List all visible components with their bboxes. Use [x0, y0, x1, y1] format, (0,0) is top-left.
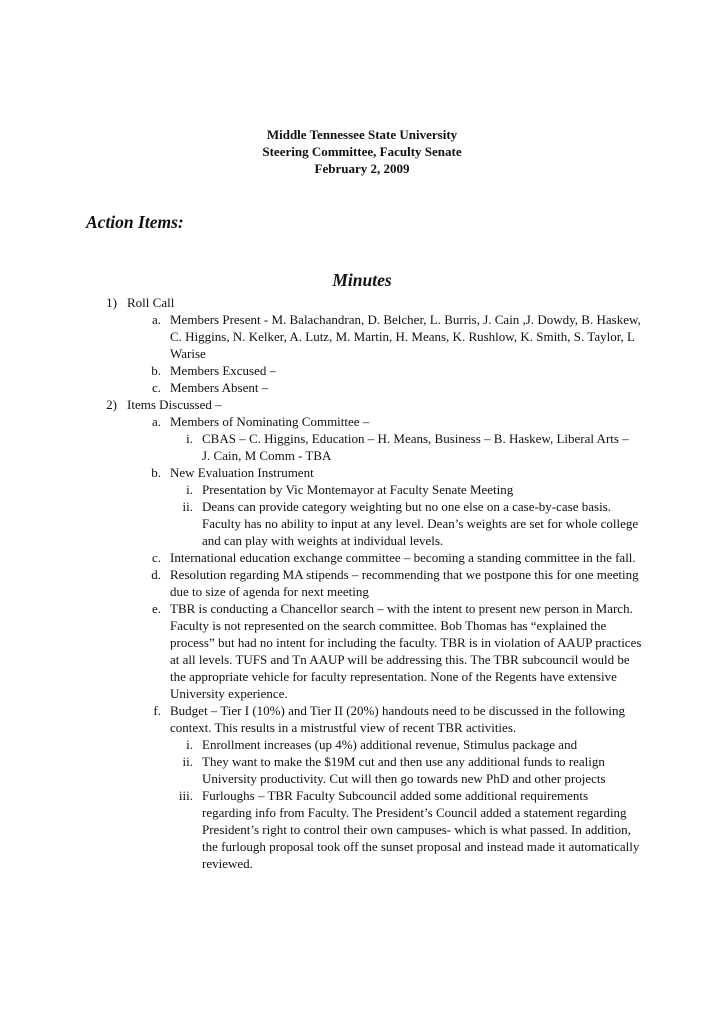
- list-item: [0, 362, 724, 379]
- list-item: [0, 753, 724, 787]
- item-marker: ii.: [182, 499, 193, 514]
- list-item: [0, 600, 724, 702]
- document-header: [0, 126, 724, 177]
- item-text: New Evaluation Instrument: [170, 465, 314, 480]
- item-marker: f.: [153, 703, 161, 718]
- list-item: [0, 379, 724, 396]
- list-item: [0, 413, 724, 430]
- item-text: Members Excused –: [170, 363, 277, 378]
- committee-name: Steering Committee, Faculty Senate: [262, 144, 462, 159]
- item-text: Roll Call: [127, 295, 175, 310]
- item-text: Members Absent –: [170, 380, 269, 395]
- list-item: [0, 498, 724, 549]
- action-items-heading: Action Items:: [86, 212, 184, 232]
- item-marker: e.: [151, 601, 161, 616]
- list-item: [0, 464, 724, 481]
- item-marker: b.: [151, 363, 161, 378]
- item-text: They want to make the $19M cut and then use any additional funds to realign University productivity. Cut will then go towards new PhD and other projects: [202, 754, 606, 786]
- list-item: [0, 736, 724, 753]
- list-item: [0, 549, 724, 566]
- item-marker: 2): [106, 397, 117, 412]
- item-marker: i.: [186, 431, 193, 446]
- item-marker: a.: [151, 414, 161, 429]
- list-item: [0, 702, 724, 736]
- item-marker: a.: [151, 312, 161, 327]
- item-text: Budget – Tier I (10%) and Tier II (20%) handouts need to be discussed in the following context. This results in a mistrustful view of recent TBR activities.: [170, 703, 625, 735]
- minutes-heading: Minutes: [332, 270, 392, 290]
- list-item: [0, 787, 724, 872]
- item-marker: i.: [186, 482, 193, 497]
- list-item: [0, 566, 724, 600]
- item-text: Resolution regarding MA stipends – recommending that we postpone this for one meeting due to size of agenda for next meeting: [170, 567, 639, 599]
- meeting-date: February 2, 2009: [314, 161, 410, 176]
- list-item: [0, 311, 724, 362]
- item-marker: iii.: [178, 788, 193, 803]
- list-item: [0, 396, 724, 413]
- item-marker: 1): [106, 295, 117, 310]
- list-item: [0, 294, 724, 311]
- item-marker: ii.: [182, 754, 193, 769]
- item-text: CBAS – C. Higgins, Education – H. Means, Business – B. Haskew, Liberal Arts – J. Cain, M Comm - TBA: [202, 431, 629, 463]
- item-text: Presentation by Vic Montemayor at Faculty Senate Meeting: [202, 482, 514, 497]
- item-text: Members Present - M. Balachandran, D. Belcher, L. Burris, J. Cain ,J. Dowdy, B. Haskew, C. Higgins, N. Kelker, A. Lutz, M. Martin, H. Means, K. Rushlow, K. Smith, S. Taylor, L Warise: [170, 312, 641, 361]
- university-name: Middle Tennessee State University: [266, 127, 458, 142]
- list-item: [0, 430, 724, 464]
- minutes-list: [0, 294, 724, 872]
- item-marker: d.: [151, 567, 161, 582]
- item-text: Furloughs – TBR Faculty Subcouncil added some additional requirements regarding info from Faculty. The President’s Council added a statement regarding President’s right to control their own campuses- which is what passed. In addition, the furlough proposal took off the sunset proposal and instead made it automatically reviewed.: [202, 788, 640, 871]
- item-text: Deans can provide category weighting but no one else on a case-by-case basis. Faculty has no ability to input at any level. Dean’s weights are set for whole college and can play with weights at individual levels.: [202, 499, 639, 548]
- item-text: Enrollment increases (up 4%) additional revenue, Stimulus package and: [202, 737, 578, 752]
- item-text: Items Discussed –: [127, 397, 222, 412]
- item-marker: b.: [151, 465, 161, 480]
- item-marker: c.: [151, 380, 161, 395]
- item-marker: i.: [186, 737, 193, 752]
- item-text: Members of Nominating Committee –: [170, 414, 370, 429]
- item-text: International education exchange committee – becoming a standing committee in the fall.: [170, 550, 636, 565]
- item-text: TBR is conducting a Chancellor search – with the intent to present new person in March. Faculty is not represented on the search committee. Bob Thomas has “explained the process” but had no intent for including the faculty. TBR is in violation of AAUP practices at all levels. TUFS and Tn AAUP will be addressing this. The TBR subcouncil would be the appropriate vehicle for faculty representation. None of the Regents have extensive University experience.: [170, 601, 642, 701]
- item-marker: c.: [151, 550, 161, 565]
- list-item: [0, 481, 724, 498]
